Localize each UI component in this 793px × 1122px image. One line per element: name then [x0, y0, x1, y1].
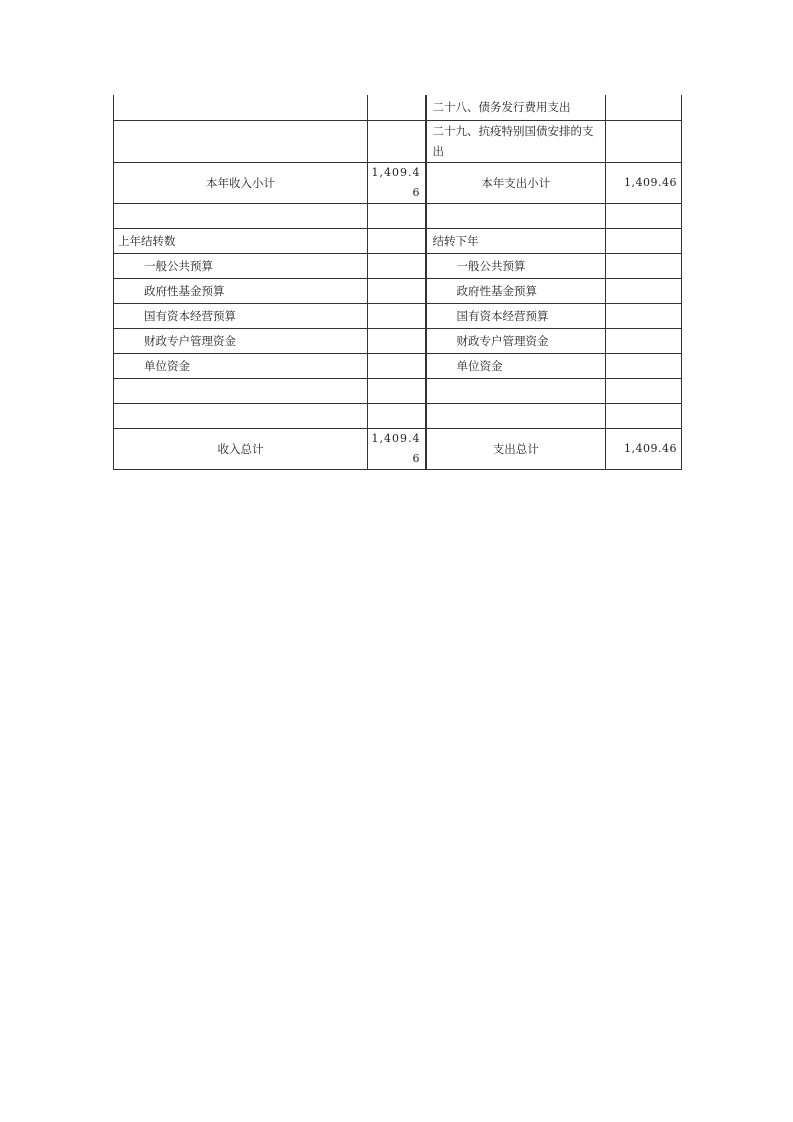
expense-value-cell	[606, 353, 682, 378]
income-value-cell	[368, 403, 426, 428]
expense-carryover-label: 结转下年	[426, 228, 606, 253]
table-row-empty	[114, 403, 682, 428]
income-value-cell	[368, 278, 426, 303]
table-row-unit-funds	[114, 353, 682, 378]
income-value-cell	[368, 378, 426, 403]
expense-value-cell	[606, 278, 682, 303]
income-fiscal-special-label: 财政专户管理资金	[114, 328, 368, 353]
income-total-label: 收入总计	[114, 428, 368, 469]
expense-label-cell: 二十九、抗疫特别国债安排的支出	[426, 120, 606, 162]
expense-fund-budget-label: 政府性基金预算	[426, 278, 606, 303]
budget-summary-table	[113, 95, 682, 470]
expense-value-cell	[606, 253, 682, 278]
table-row-general-budget	[114, 253, 682, 278]
income-subtotal-label: 本年收入小计	[114, 162, 368, 203]
income-label-cell	[114, 95, 368, 120]
expense-subtotal-label: 本年支出小计	[426, 162, 606, 203]
table-row-subtotal	[114, 162, 682, 203]
expense-label-cell	[426, 203, 606, 228]
expense-label-cell	[426, 378, 606, 403]
table-row-fund-budget	[114, 278, 682, 303]
income-carryover-label: 上年结转数	[114, 228, 368, 253]
table-row-empty	[114, 203, 682, 228]
income-value-cell	[368, 228, 426, 253]
income-label-cell	[114, 120, 368, 162]
table-row-state-capital-budget	[114, 303, 682, 328]
income-unit-funds-label: 单位资金	[114, 353, 368, 378]
income-value-cell	[368, 328, 426, 353]
table-row-debt-issue	[114, 95, 682, 120]
expense-value-cell	[606, 203, 682, 228]
income-value-cell	[368, 120, 426, 162]
expense-state-capital-label: 国有资本经营预算	[426, 303, 606, 328]
expense-value-cell	[606, 303, 682, 328]
expense-value-cell	[606, 228, 682, 253]
income-value-cell	[368, 303, 426, 328]
expense-label-cell: 二十八、债务发行费用支出	[426, 95, 606, 120]
income-value-cell	[368, 253, 426, 278]
table-row-anti-epidemic	[114, 120, 682, 162]
income-label-cell	[114, 403, 368, 428]
expense-total-label: 支出总计	[426, 428, 606, 469]
table-row-fiscal-special	[114, 328, 682, 353]
income-value-cell	[368, 203, 426, 228]
expense-unit-funds-label: 单位资金	[426, 353, 606, 378]
income-general-budget-label: 一般公共预算	[114, 253, 368, 278]
income-fund-budget-label: 政府性基金预算	[114, 278, 368, 303]
expense-value-cell	[606, 403, 682, 428]
table-row-carryover	[114, 228, 682, 253]
income-value-cell	[368, 95, 426, 120]
income-label-cell	[114, 378, 368, 403]
expense-value-cell	[606, 95, 682, 120]
table-row-empty	[114, 378, 682, 403]
expense-label-cell	[426, 403, 606, 428]
expense-general-budget-label: 一般公共预算	[426, 253, 606, 278]
income-total-value: 1,409.46	[368, 428, 426, 469]
income-label-cell	[114, 203, 368, 228]
income-subtotal-value: 1,409.46	[368, 162, 426, 203]
expense-subtotal-value: 1,409.46	[606, 162, 682, 203]
income-value-cell	[368, 353, 426, 378]
table-row-total	[114, 428, 682, 469]
expense-total-value: 1,409.46	[606, 428, 682, 469]
income-state-capital-label: 国有资本经营预算	[114, 303, 368, 328]
expense-value-cell	[606, 120, 682, 162]
expense-value-cell	[606, 328, 682, 353]
expense-fiscal-special-label: 财政专户管理资金	[426, 328, 606, 353]
expense-value-cell	[606, 378, 682, 403]
